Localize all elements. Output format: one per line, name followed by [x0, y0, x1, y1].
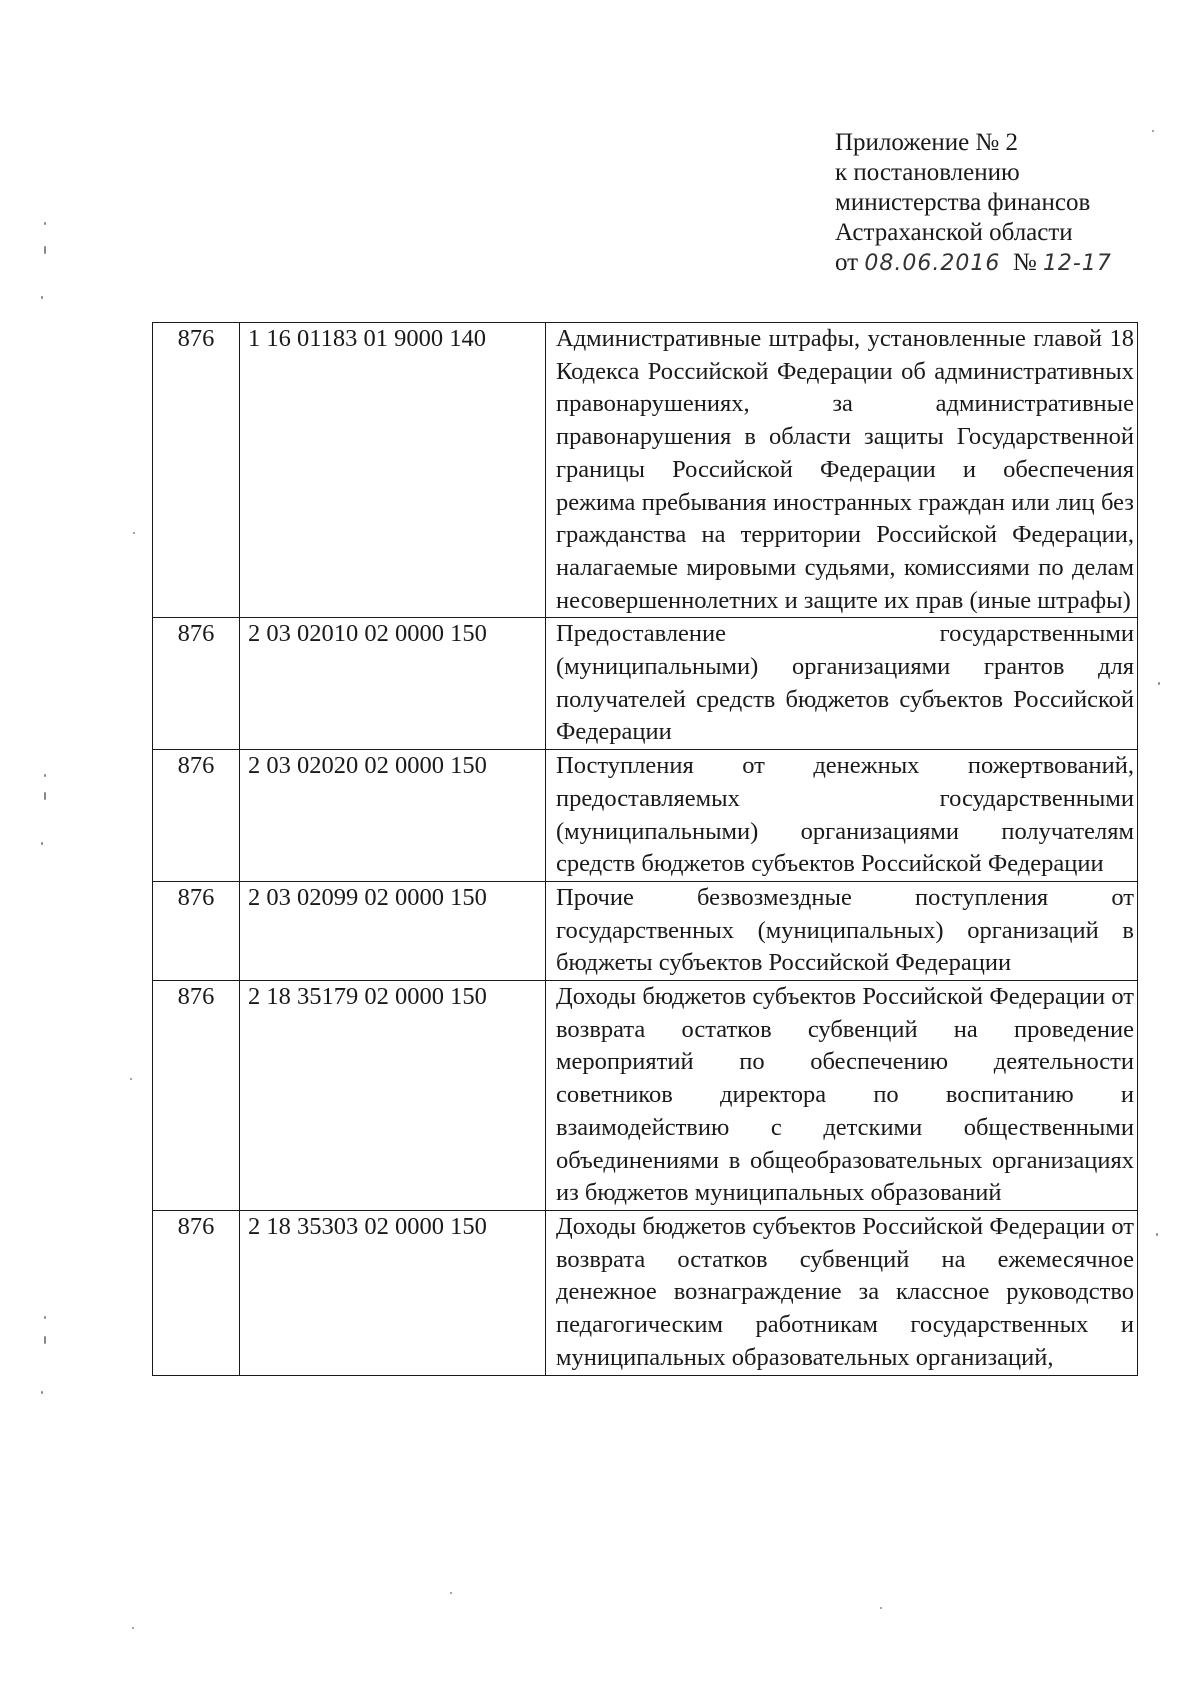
income-codes-table	[152, 322, 1138, 1376]
budget-code-cell: 2 03 02010 02 0000 150	[240, 618, 546, 750]
org-code-cell: 876	[153, 1210, 240, 1375]
appendix-title: Приложение № 2	[835, 129, 1019, 156]
table-row	[153, 750, 1138, 882]
org-code-cell: 876	[153, 981, 240, 1211]
org-code-cell: 876	[153, 618, 240, 750]
appendix-region-line: Астраханской области	[835, 219, 1073, 246]
appendix-ref-line: к постановлению	[835, 159, 1020, 186]
budget-code-cell: 1 16 01183 01 9000 140	[240, 323, 546, 618]
table-row	[153, 881, 1138, 980]
appendix-date-line	[835, 248, 1112, 279]
org-code-cell: 876	[153, 750, 240, 882]
description-cell: Доходы бюджетов субъектов Российской Федерации от возврата остатков субвенций на ежемесячное денежное вознаграждение за классное руководство педагогическим работникам государственных и муниципальных образовательных организаций,	[546, 1210, 1138, 1375]
number-prefix: №	[1012, 249, 1037, 276]
description-cell: Доходы бюджетов субъектов Российской Федерации от возврата остатков субвенций на проведение мероприятий по обеспечению деятельности советников директора по воспитанию и взаимодействию с детскими общественными объединениями в общеобразовательных организациях из бюджетов муниципальных образований	[546, 981, 1138, 1211]
budget-code-cell: 2 18 35303 02 0000 150	[240, 1210, 546, 1375]
description-cell: Поступления от денежных пожертвований, предоставляемых государственными (муниципальными) организациями получателям средств бюджетов субъектов Российской Федерации	[546, 750, 1138, 882]
appendix-header	[835, 128, 1112, 279]
appendix-ministry-line: министерства финансов	[835, 189, 1091, 216]
handwritten-date: 08.06.2016	[864, 251, 1001, 276]
table-row	[153, 618, 1138, 750]
table-row	[153, 323, 1138, 618]
org-code-cell: 876	[153, 881, 240, 980]
description-cell: Прочие безвозмездные поступления от государственных (муниципальных) организаций в бюджеты субъектов Российской Федерации	[546, 881, 1138, 980]
date-prefix: от	[835, 249, 859, 276]
budget-code-cell: 2 03 02099 02 0000 150	[240, 881, 546, 980]
description-cell: Административные штрафы, установленные главой 18 Кодекса Российской Федерации об административных правонарушениях, за административные правонарушения в области защиты Государственной границы Российской Федерации и обеспечения режима пребывания иностранных граждан или лиц без гражданства на территории Российской Федерации, налагаемые мировыми судьями, комиссиями по делам несовершеннолетних и защите их прав (иные штрафы)	[546, 323, 1138, 618]
table-row	[153, 981, 1138, 1211]
handwritten-number: 12-17	[1042, 251, 1112, 276]
description-cell: Предоставление государственными (муниципальными) организациями грантов для получателей средств бюджетов субъектов Российской Федерации	[546, 618, 1138, 750]
table-row	[153, 1210, 1138, 1375]
budget-code-cell: 2 03 02020 02 0000 150	[240, 750, 546, 882]
budget-code-cell: 2 18 35179 02 0000 150	[240, 981, 546, 1211]
org-code-cell: 876	[153, 323, 240, 618]
